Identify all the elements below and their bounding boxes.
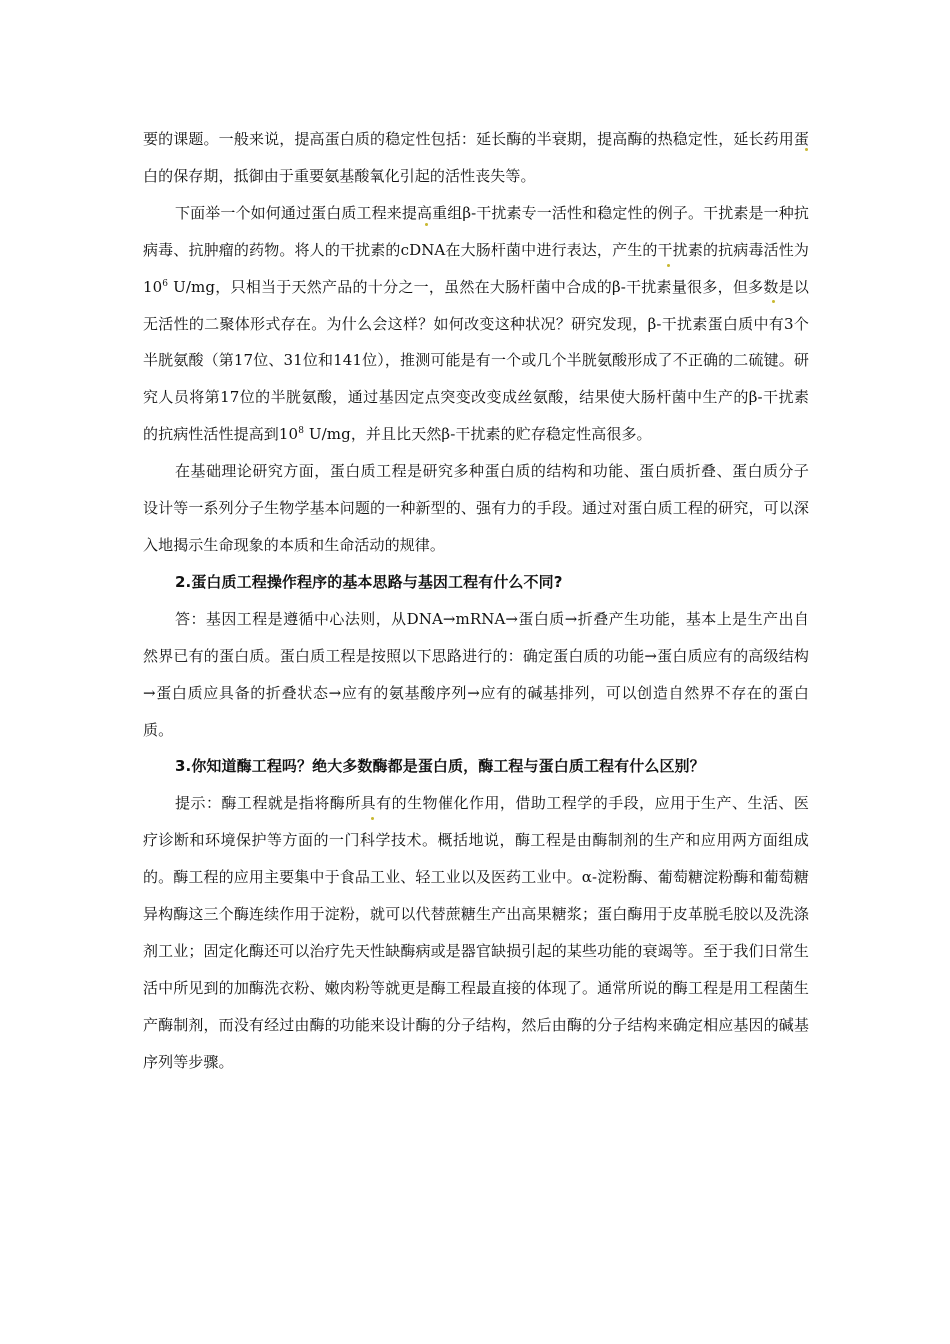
interferon-text-part-3: U/mg，并且比天然β-干扰素的贮存稳定性高很多。 (304, 425, 652, 444)
paragraph-basic-research: 在基础理论研究方面，蛋白质工程是研究多种蛋白质的结构和功能、蛋白质折叠、蛋白质分子设计等一系列分子生物学基本问题的一种新型的、强有力的手段。通过对蛋白质工程的研究，可以深入地揭示生命现象的本质和生命活动的规律。 (143, 462, 809, 554)
paragraph-interferon-example (143, 195, 809, 453)
scan-speck (772, 300, 775, 303)
document-body (143, 121, 809, 1081)
scan-speck (667, 264, 670, 267)
paragraph-stability: 要的课题。一般来说，提高蛋白质的稳定性包括：延长酶的半衰期，提高酶的热稳定性，延长药用蛋白的保存期，抵御由于重要氨基酸氧化引起的活性丧失等。 (143, 130, 809, 185)
question-2-heading: 2.蛋白质工程操作程序的基本思路与基因工程有什么不同? (175, 572, 563, 591)
scan-speck (371, 817, 374, 820)
interferon-text-part-1: 下面举一个如何通过蛋白质工程来提高重组β-干扰素专一活性和稳定性的例子。干扰素是一种抗病毒、抗肿瘤的药物。将人的干扰素的cDNA在大肠杆菌中进行表达，产生的干扰素的抗病毒活性为10 (143, 203, 809, 296)
interferon-text-part-2: U/mg，只相当于天然产品的十分之一，虽然在大肠杆菌中合成的β-干扰素量很多，但多数是以无活性的二聚体形式存在。为什么会这样？如何改变这种状况？研究发现，β-干扰素蛋白质中有3个半胱氨酸（第17位、31位和141位），推测可能是有一个或几个半胱氨酸形成了不正确的二硫键。研究人员将第17位的半胱氨酸，通过基因定点突变改变成丝氨酸，结果使大肠杆菌中生产的β-干扰素的抗病性活性提高到10 (143, 277, 809, 444)
scan-speck (425, 223, 428, 226)
exponent-6: 6 (162, 278, 169, 289)
answer-2: 答：基因工程是遵循中心法则，从DNA→mRNA→蛋白质→折叠产生功能，基本上是生产出自然界已有的蛋白质。蛋白质工程是按照以下思路进行的：确定蛋白质的功能→蛋白质应有的高级结构→蛋白质应具备的折叠状态→应有的氨基酸序列→应有的碱基排列，可以创造自然界不存在的蛋白质。 (143, 609, 809, 739)
question-3-heading: 3.你知道酶工程吗？绝大多数酶都是蛋白质，酶工程与蛋白质工程有什么区别？ (175, 757, 705, 776)
exponent-8: 8 (298, 426, 305, 437)
scan-speck (805, 148, 808, 151)
answer-3: 提示：酶工程就是指将酶所具有的生物催化作用，借助工程学的手段，应用于生产、生活、医疗诊断和环境保护等方面的一门科学技术。概括地说，酶工程是由酶制剂的生产和应用两方面组成的。酶工程的应用主要集中于食品工业、轻工业以及医药工业中。α-淀粉酶、葡萄糖淀粉酶和葡萄糖异构酶这三个酶连续作用于淀粉，就可以代替蔗糖生产出高果糖浆；蛋白酶用于皮革脱毛胶以及洗涤剂工业；固定化酶还可以治疗先天性缺酶病或是器官缺损引起的某些功能的衰竭等。至于我们日常生活中所见到的加酶洗衣粉、嫩肉粉等就更是酶工程最直接的体现了。通常所说的酶工程是用工程菌生产酶制剂，而没有经过由酶的功能来设计酶的分子结构，然后由酶的分子结构来确定相应基因的碱基序列等步骤。 (143, 794, 809, 1071)
